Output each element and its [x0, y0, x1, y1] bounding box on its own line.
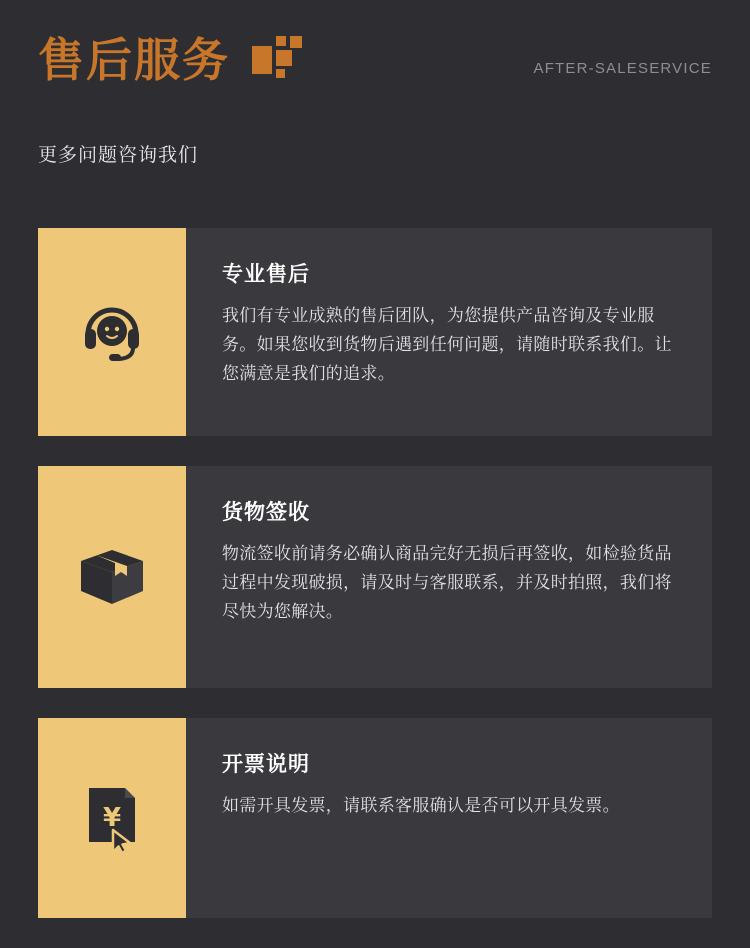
page-subtitle: 更多问题咨询我们 — [38, 144, 199, 166]
card-title: 货物签收 — [222, 500, 310, 524]
card-icon-panel — [38, 466, 186, 688]
service-card — [38, 466, 712, 688]
service-card-list — [38, 228, 712, 948]
card-title: 专业售后 — [222, 262, 310, 286]
card-body — [186, 466, 712, 688]
page-header — [0, 0, 750, 130]
headset-support-icon — [76, 296, 148, 368]
title-row — [38, 33, 310, 87]
card-text: 我们有专业成熟的售后团队，为您提供产品咨询及专业服务。如果您收到货物后遇到任何问题，请随时联系我们。让您满意是我们的追求。 — [222, 306, 672, 385]
service-card — [38, 718, 712, 918]
card-text: 如需开具发票，请联系客服确认是否可以开具发票。 — [222, 796, 620, 816]
card-text: 物流签收前请务必确认商品完好无损后再签收，如检验货品过程中发现破损，请及时与客服联系，并及时拍照，我们将尽快为您解决。 — [222, 544, 672, 623]
service-card — [38, 228, 712, 436]
svg-text:¥: ¥ — [102, 803, 122, 833]
squares-logo-icon — [252, 36, 310, 84]
invoice-yuan-icon — [79, 782, 145, 854]
card-icon-panel — [38, 718, 186, 918]
page-title-english: AFTER-SALESERVICE — [533, 60, 712, 77]
card-body — [186, 718, 712, 918]
card-icon-panel — [38, 228, 186, 436]
page-title: 售后服务 — [38, 33, 230, 87]
card-body — [186, 228, 712, 436]
package-box-icon — [75, 542, 149, 612]
card-title: 开票说明 — [222, 752, 310, 776]
